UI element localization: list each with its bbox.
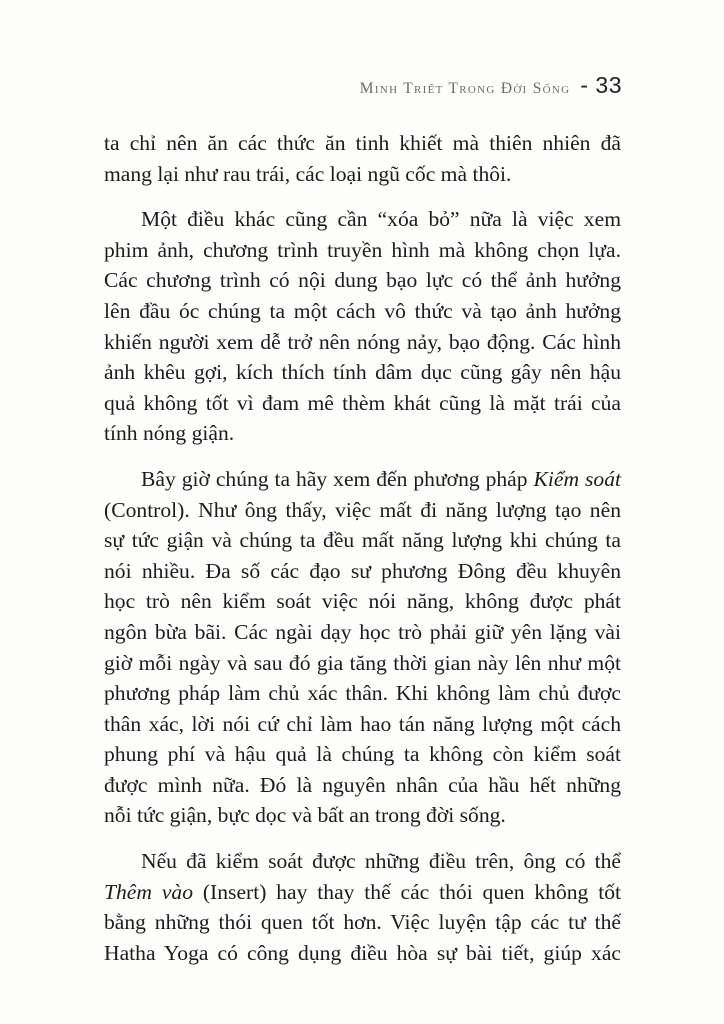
italic-term: Kiểm soát bbox=[533, 466, 622, 491]
text-line: nói nhiều. Đa số các đạo sư phương Đông đều khuyên bbox=[104, 558, 621, 583]
text-line: sự tức giận và chúng ta đều mất năng lượng khi chúng ta bbox=[104, 528, 621, 553]
text-line: (Control). Như ông thấy, việc mất đi năng lượng tạo nên bbox=[104, 497, 621, 522]
text-line: ta chỉ nên ăn các thức ăn tinh khiết mà thiên nhiên đã bbox=[104, 131, 621, 155]
text-line: nỗi tức giận, bực dọc và bất an trong đời sống. bbox=[104, 803, 506, 828]
text-line: Hatha Yoga có công dụng điều hòa sự bài tiết, giúp xác bbox=[104, 940, 621, 965]
page-number: - 33 bbox=[580, 72, 622, 98]
text-line: Thêm vào (Insert) hay thay thế các thói quen không tốt bbox=[104, 879, 621, 904]
paragraph bbox=[104, 204, 621, 449]
running-header bbox=[360, 72, 622, 99]
text-line: quả không tốt vì đam mê thèm khát cũng là mặt trái của bbox=[104, 390, 621, 415]
paragraph bbox=[104, 128, 621, 189]
text-line: tính nóng giận. bbox=[104, 421, 235, 446]
text-line: được mình nữa. Đó là nguyên nhân của hầu hết những bbox=[104, 772, 621, 797]
text-line: phương pháp làm chủ xác thân. Khi không làm chủ được bbox=[104, 681, 621, 706]
running-title: Minh Triết Trong Đời Sống bbox=[359, 80, 571, 97]
text-line: ảnh khêu gợi, kích thích tính dâm dục cũng gây nên hậu bbox=[104, 360, 621, 385]
text-line: khiến người xem dễ trở nên nóng nảy, bạo động. Các hình bbox=[104, 329, 621, 354]
text-line: ngôn bừa bãi. Các ngài dạy học trò phải giữ yên lặng vài bbox=[104, 619, 621, 644]
text-line: Các chương trình có nội dung bạo lực có thể ảnh hưởng bbox=[104, 268, 621, 293]
text-line: Một điều khác cũng cần “xóa bỏ” nữa là việc xem bbox=[141, 207, 621, 232]
text-line: bằng những thói quen tốt hơn. Việc luyện tập các tư thế bbox=[104, 910, 621, 935]
paragraph bbox=[104, 846, 621, 968]
text-line: mang lại như rau trái, các loại ngũ cốc mà thôi. bbox=[104, 161, 512, 186]
text-line: phung phí và hậu quả là chúng ta không còn kiểm soát bbox=[104, 742, 621, 767]
text-line: giờ mỗi ngày và sau đó gia tăng thời gian này lên như một bbox=[104, 650, 621, 675]
text-line: Nếu đã kiểm soát được những điều trên, ông có thể bbox=[141, 849, 621, 874]
text-line: lên đầu óc chúng ta một cách vô thức và tạo ảnh hưởng bbox=[104, 298, 621, 323]
paragraph bbox=[104, 464, 621, 831]
text-line: thân xác, lời nói cứ chỉ làm hao tán năng lượng một cách bbox=[104, 711, 621, 736]
text-line: học trò nên kiểm soát việc nói năng, không được phát bbox=[104, 589, 621, 614]
text-line: phim ảnh, chương trình truyền hình mà không chọn lựa. bbox=[104, 237, 621, 262]
italic-term: Thêm vào bbox=[104, 879, 194, 904]
body-text bbox=[104, 128, 621, 983]
text-line: Bây giờ chúng ta hãy xem đến phương pháp Kiểm soát bbox=[141, 466, 622, 491]
